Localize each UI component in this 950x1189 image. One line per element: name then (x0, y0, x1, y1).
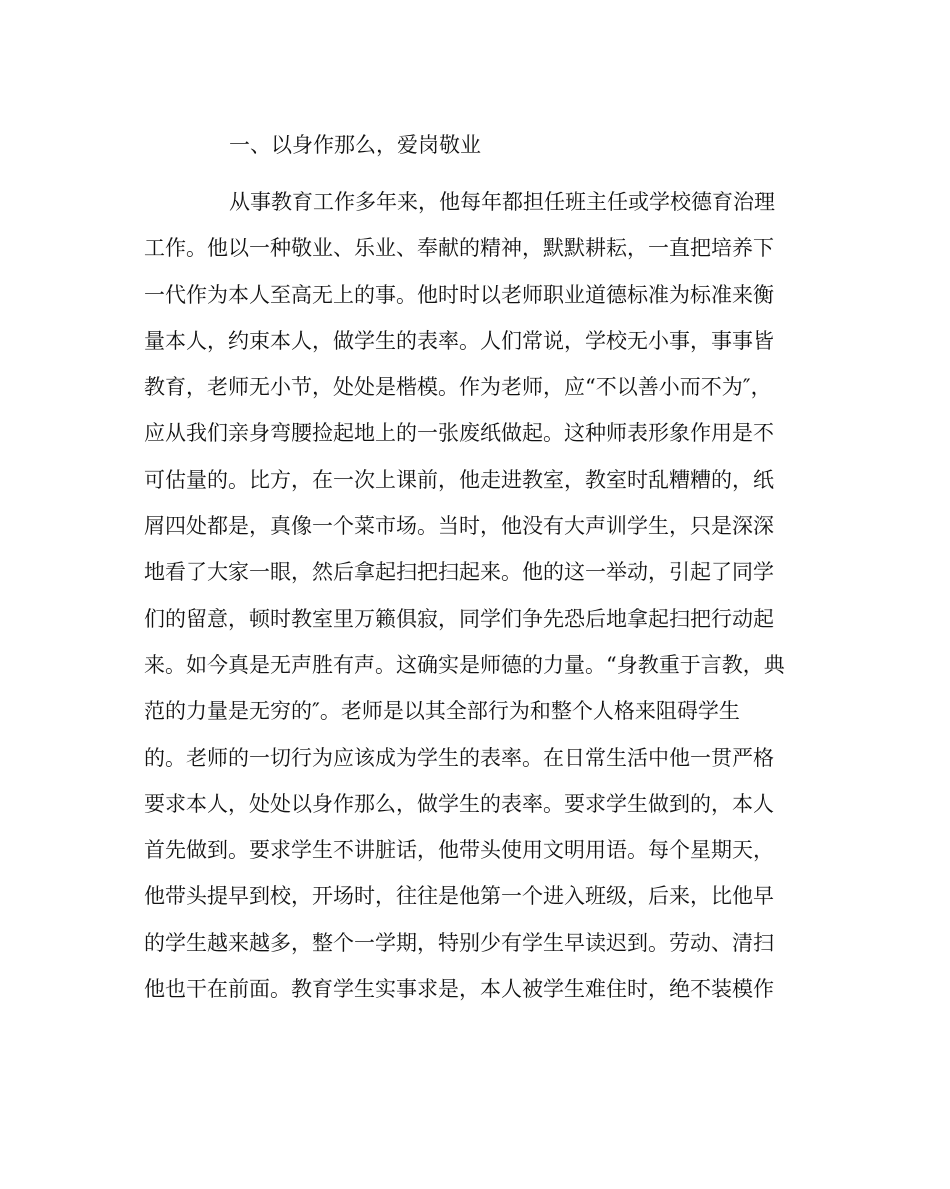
paragraph-line: 要求本人，处处以身作那么，做学生的表率。要求学生做到的，本人 (144, 791, 774, 816)
paragraph-line: 地看了大家一眼，然后拿起扫把扫起来。他的这一举动，引起了同学 (144, 560, 774, 585)
paragraph-line: 量本人，约束本人，做学生的表率。人们常说，学校无小事，事事皆 (144, 328, 774, 353)
paragraph-line: 的学生越来越多，整个一学期，特别少有学生早读迟到。劳动、清扫 (144, 930, 774, 955)
paragraph-line: 工作。他以一种敬业、乐业、奉献的精神，默默耕耘，一直把培养下 (144, 236, 774, 261)
section-heading: 一、以身作那么，爱岗敬业 (229, 133, 481, 157)
paragraph-line: 的。老师的一切行为应该成为学生的表率。在日常生活中他一贯严格 (144, 745, 774, 770)
paragraph-line: 可估量的。比方，在一次上课前，他走进教室，教室时乱糟糟的，纸 (144, 467, 774, 492)
paragraph-line: 来。如今真是无声胜有声。这确实是师德的力量。“身教重于言教，典 (144, 652, 785, 677)
paragraph-line: 一代作为本人至高无上的事。他时时以老师职业道德标准为标准来衡 (144, 282, 774, 307)
paragraph-line: 他带头提早到校，开场时，往往是他第一个进入班级，后来，比他早 (144, 884, 774, 909)
paragraph-line: 他也干在前面。教育学生实事求是，本人被学生难住时，绝不装模作 (144, 977, 774, 1002)
paragraph-line: 应从我们亲身弯腰捡起地上的一张废纸做起。这种师表形象作用是不 (144, 421, 774, 446)
paragraph (144, 179, 806, 1012)
paragraph-line: 屑四处都是，真像一个菜市场。当时，他没有大声训学生，只是深深 (144, 514, 774, 539)
paragraph-line: 从事教育工作多年来，他每年都担任班主任或学校德育治理 (229, 190, 775, 214)
paragraph-line: 首先做到。要求学生不讲脏话，他带头使用文明用语。每个星期天， (144, 838, 774, 863)
paragraph-line: 教育，老师无小节，处处是楷模。作为老师，应“不以善小而不为″， (144, 375, 772, 400)
paragraph-line: 们的留意，顿时教室里万籁俱寂，同学们争先恐后地拿起扫把行动起 (144, 606, 774, 631)
paragraph-line: 范的力量是无穷的″。老师是以其全部行为和整个人格来阻碍学生 (144, 699, 740, 724)
